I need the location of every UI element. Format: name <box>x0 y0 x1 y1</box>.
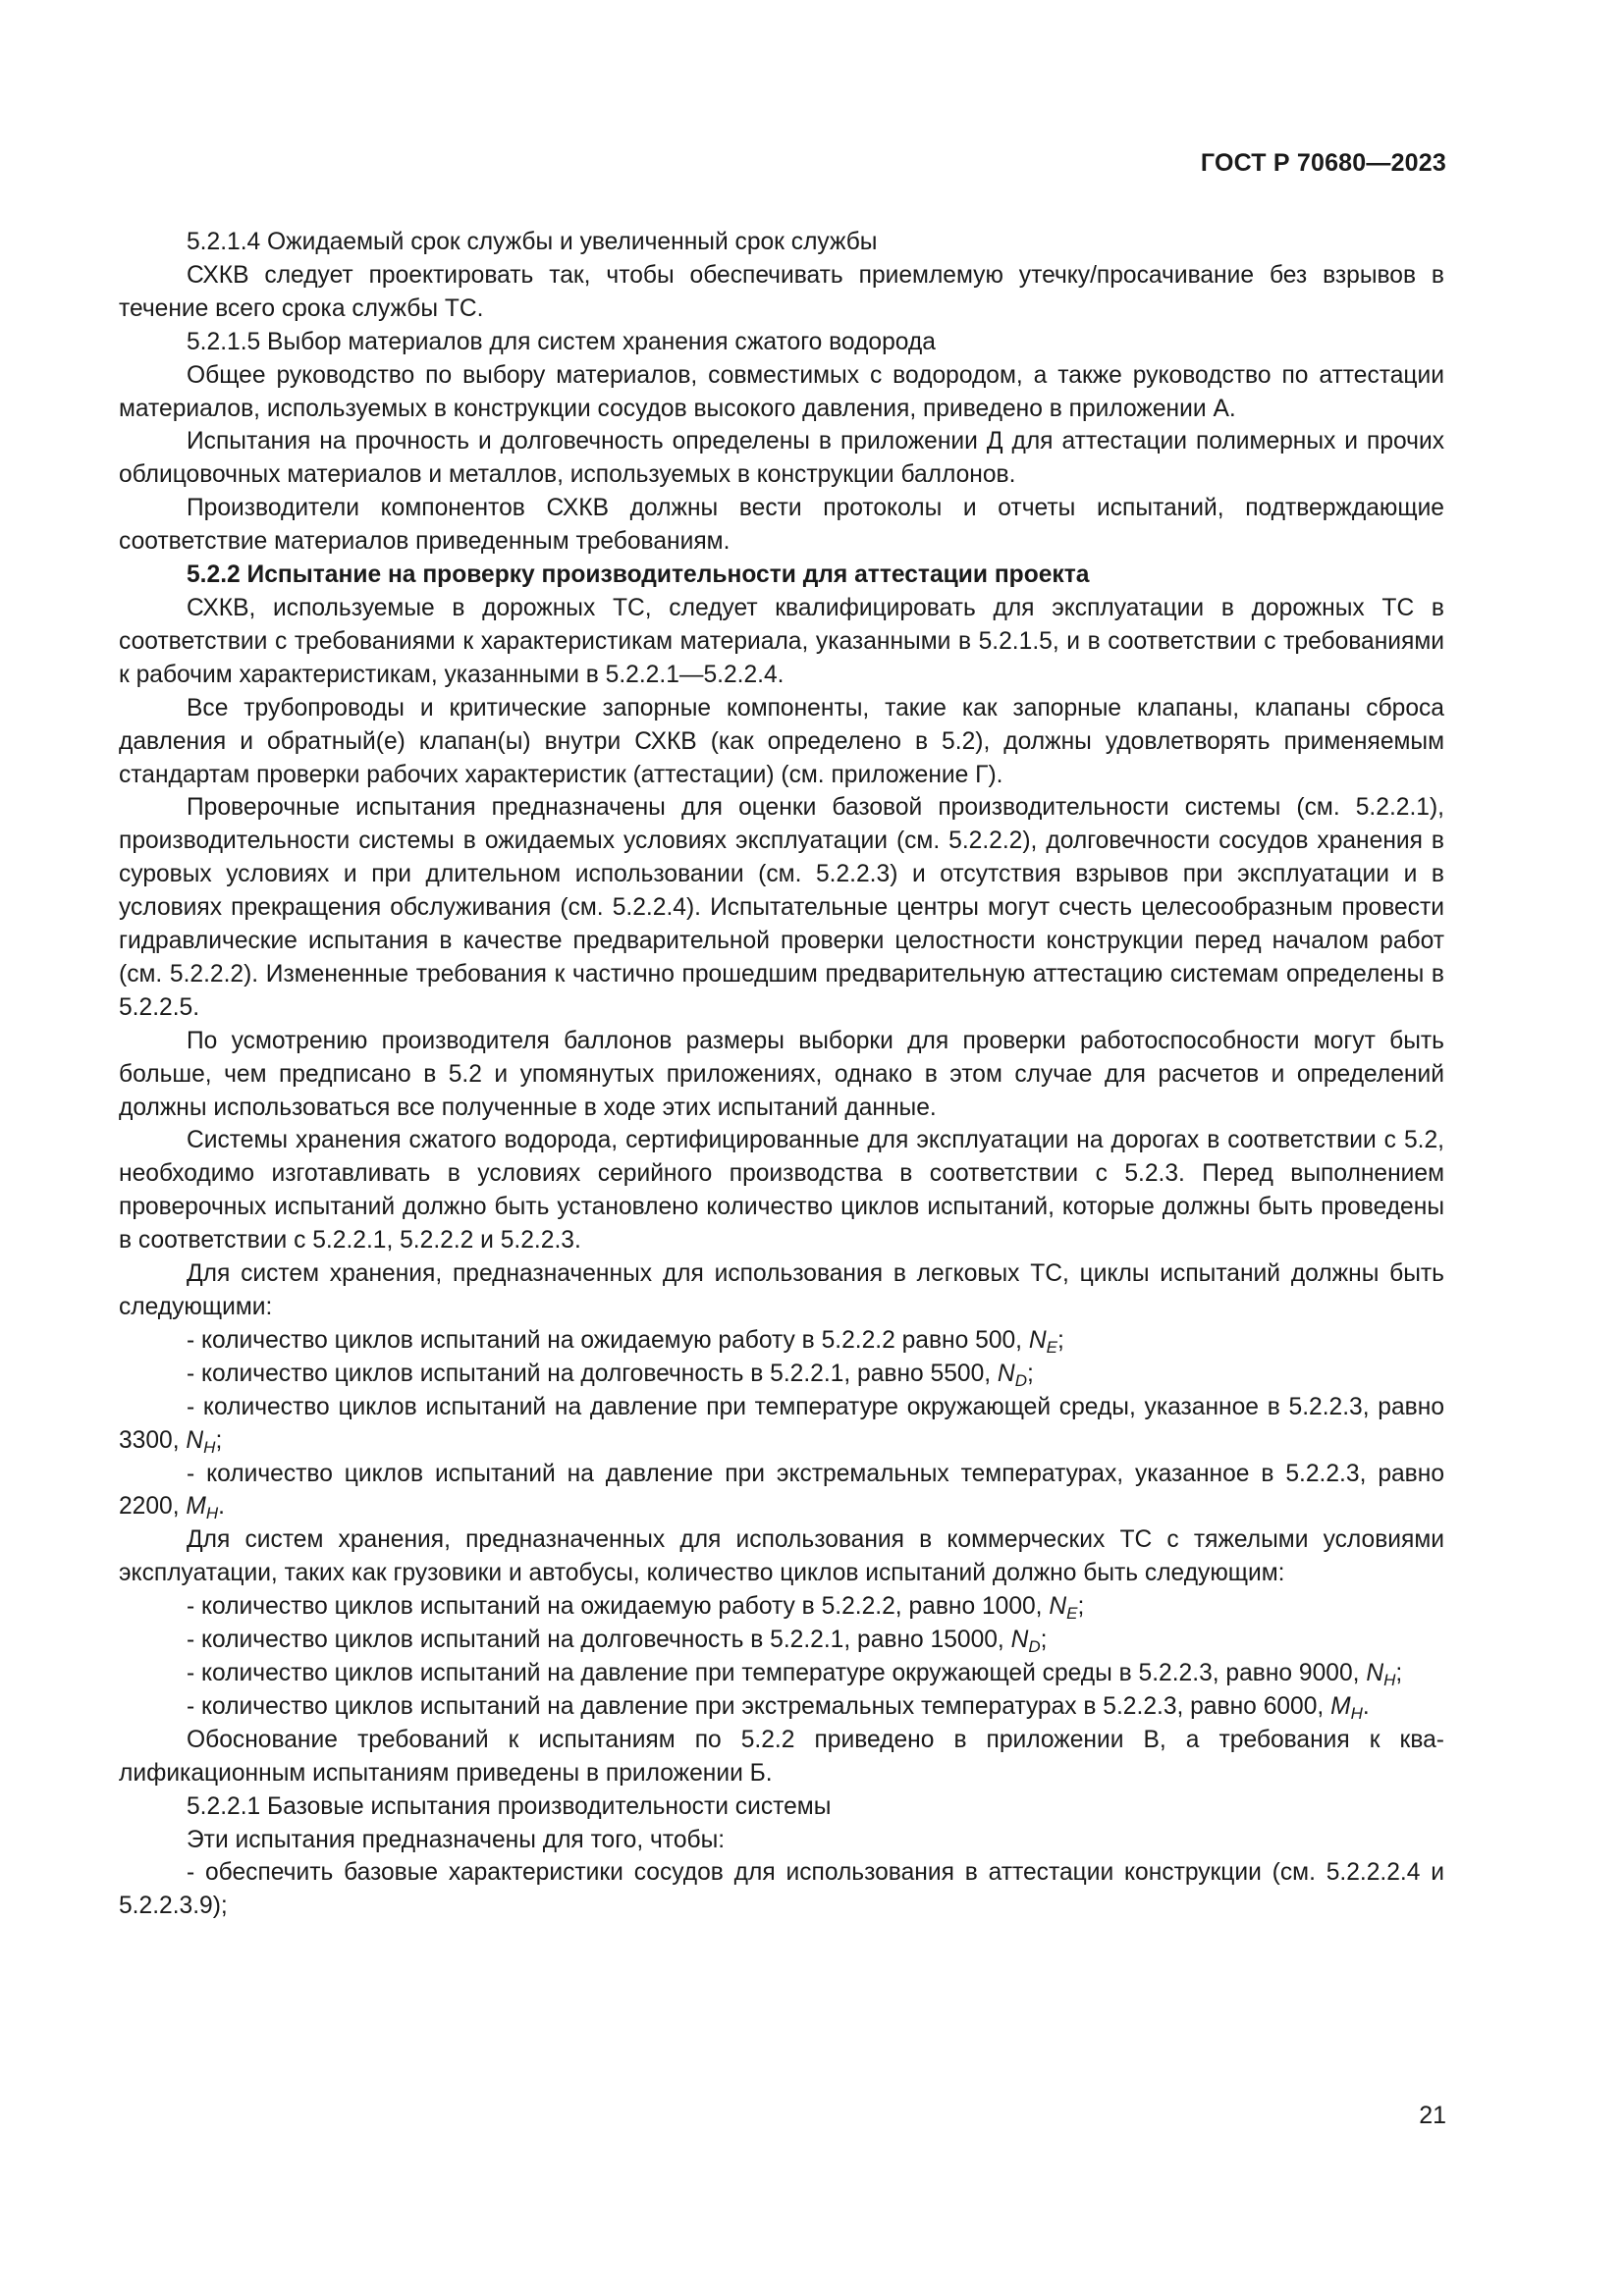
clause-5-2-1-5-heading: 5.2.1.5 Выбор материалов для систем хранения сжатого водорода <box>187 328 936 355</box>
list-item: - обеспечить базовые характеристики сосудов для использования в аттестации конструкции (см. 5.2.2.2.4 и 5.2.2.3.9); <box>119 1859 1444 1920</box>
symbol-n-e: $N_E$ <box>1049 1593 1078 1624</box>
paragraph: Общее руководство по выбору материалов, совместимых с водородом, а также руководство по аттестации материалов, используемых в конструкции сосудов высокого давления, приведено в приложении А. <box>119 361 1444 422</box>
list-item-text: - количество циклов испытаний на долговечность в 5.2.2.1, равно 5500, <box>187 1360 998 1387</box>
list-item: - количество циклов испытаний на ожидаемую работу в 5.2.2.2 равно 500, $N_E$; <box>187 1326 1064 1357</box>
list-item-text: - количество циклов испытаний на долговечность в 5.2.2.1, равно 15000, <box>187 1627 1011 1654</box>
paragraph: Испытания на прочность и долговечность определены в приложении Д для аттестации полимерных и прочих облицовочных материалов и металлов, используемых в конструкции баллонов. <box>119 428 1444 489</box>
symbol-m-h: $M_H$ <box>186 1493 219 1523</box>
list-item: - количество циклов испытаний на давление при экстремальных температурах, указанное в 5.2.2.3, равно 2200, $M_H$. <box>119 1460 1444 1523</box>
clause-5-2-2-heading: 5.2.2 Испытание на проверку производительности для аттестации проекта <box>187 561 1090 589</box>
page-body <box>119 226 1444 1923</box>
paragraph: Для систем хранения, предназначенных для использования в коммерческих ТС с тяжелыми условиями эксплуатации, таких как грузовики и автобусы, количество циклов испытаний должно быть следующим: <box>119 1526 1444 1587</box>
clause-5-2-2-1-heading: 5.2.2.1 Базовые испытания производительности системы <box>187 1792 832 1820</box>
paragraph: Проверочные испытания предназначены для оценки базовой производительности системы (см. 5.2.2.1), производительности системы в ожидаемых условиях эксплуатации (см. 5.2.2.2), долговечности сосудов хранения в суровых условиях и при длительном использовании (см. 5.2.2.3) и отсутствия взрывов при эксплуатации и в условиях прекращения обслуживания (см. 5.2.2.4). Испытательные центры могут счесть целесообразным провести гидравлические испытания в качестве предварительной проверки целостности конструкции перед началом работ (см. 5.2.2.2). Измененные требования к частично прошедшим предварительную аттестацию системам определены в 5.2.2.5. <box>119 794 1444 1021</box>
paragraph: Производители компонентов СХКВ должны вести протоколы и отчеты испытаний, подтверждающие соответствие материалов приведенным требованиям. <box>119 495 1444 556</box>
symbol-n-h: $N_H$ <box>186 1426 216 1457</box>
symbol-n-d: $N_D$ <box>997 1360 1027 1390</box>
paragraph: СХКВ, используемые в дорожных ТС, следует квалифицировать для эксплуатации в дорожных ТС в соответствии с требованиями к характеристикам материала, указанными в 5.2.1.5, и в соответствии с требованиями к рабочим характеристикам, указанными в 5.2.2.1—5.2.2.4. <box>119 594 1444 688</box>
list-item-text: - количество циклов испытаний на ожидаемую работу в 5.2.2.2, равно 1000, <box>187 1593 1050 1621</box>
list-item-text: - количество циклов испытаний на давление при температуре окружающей среды, указанное в 5.2.2.3, равно 3300, <box>119 1393 1444 1454</box>
list-item: - количество циклов испытаний на давление при температуре окружающей среды, указанное в 5.2.2.3, равно 3300, $N_H$; <box>119 1393 1444 1457</box>
paragraph: Системы хранения сжатого водорода, сертифицированные для эксплуатации на дорогах в соответствии с 5.2, необходимо изготавливать в условиях серийного производства в соответствии с 5.2.3. Перед выполнением проверочных испытаний должно быть установлено количество циклов испытаний, которые должны быть проведены в соответствии с 5.2.2.1, 5.2.2.2 и 5.2.2.3. <box>119 1127 1444 1255</box>
paragraph: Все трубопроводы и критические запорные компоненты, такие как запорные клапаны, клапаны сброса давления и обратный(е) клапан(ы) внутри СХКВ (как определено в 5.2), должны удовлетворять применяемым стандартам проверки рабочих характеристик (аттестации) (см. приложение Г). <box>119 694 1444 788</box>
document-code-header: ГОСТ Р 70680—2023 <box>1200 149 1446 177</box>
list-item-text: - количество циклов испытаний на давление при экстремальных температурах, указанное в 5.2.2.3, равно 2200, <box>119 1460 1444 1521</box>
list-item: - количество циклов испытаний на долговечность в 5.2.2.1, равно 15000, $N_D$; <box>187 1627 1048 1657</box>
paragraph: Эти испытания предназначены для того, чтобы: <box>187 1826 726 1853</box>
list-item-text: - количество циклов испытаний на ожидаемую работу в 5.2.2.2 равно 500, <box>187 1326 1029 1354</box>
clause-5-2-1-4-heading: 5.2.1.4 Ожидаемый срок службы и увеличенный срок службы <box>187 229 878 255</box>
paragraph: Обоснование требований к испытаниям по 5.2.2 приведено в приложении В, а требования к квалификационным испытаниям приведены в приложении Б. <box>119 1726 1444 1787</box>
paragraph: По усмотрению производителя баллонов размеры выборки для проверки работоспособности могут быть больше, чем предписано в 5.2 и упомянутых приложениях, однако в этом случае для расчетов и определений должны использоваться все полученные в ходе этих испытаний данные. <box>119 1027 1444 1121</box>
list-item: - количество циклов испытаний на давление при экстремальных температурах в 5.2.2.3, равно 6000, $M_H$. <box>187 1692 1370 1723</box>
list-item-text: - количество циклов испытаний на давление при температуре окружающей среды в 5.2.2.3, равно 9000, <box>187 1659 1367 1686</box>
paragraph: Для систем хранения, предназначенных для использования в легковых ТС, циклы испытаний должны быть следующими: <box>119 1260 1444 1320</box>
list-item: - количество циклов испытаний на давление при температуре окружающей среды в 5.2.2.3, равно 9000, $N_H$; <box>187 1659 1403 1689</box>
list-item: - количество циклов испытаний на долговечность в 5.2.2.1, равно 5500, $N_D$; <box>187 1360 1034 1390</box>
list-item: - количество циклов испытаний на ожидаемую работу в 5.2.2.2, равно 1000, $N_E$; <box>187 1593 1085 1624</box>
symbol-n-h: $N_H$ <box>1366 1659 1396 1689</box>
list-item-text: - количество циклов испытаний на давление при экстремальных температурах в 5.2.2.3, равно 6000, <box>187 1692 1331 1720</box>
page-number: 21 <box>1419 2102 1446 2129</box>
symbol-n-d: $N_D$ <box>1010 1627 1041 1657</box>
paragraph: СХКВ следует проектировать так, чтобы обеспечивать приемлемую утечку/просачивание без взрывов в течение всего срока службы ТС. <box>119 261 1444 322</box>
symbol-n-e: $N_E$ <box>1028 1326 1057 1357</box>
symbol-m-h: $M_H$ <box>1330 1692 1363 1723</box>
